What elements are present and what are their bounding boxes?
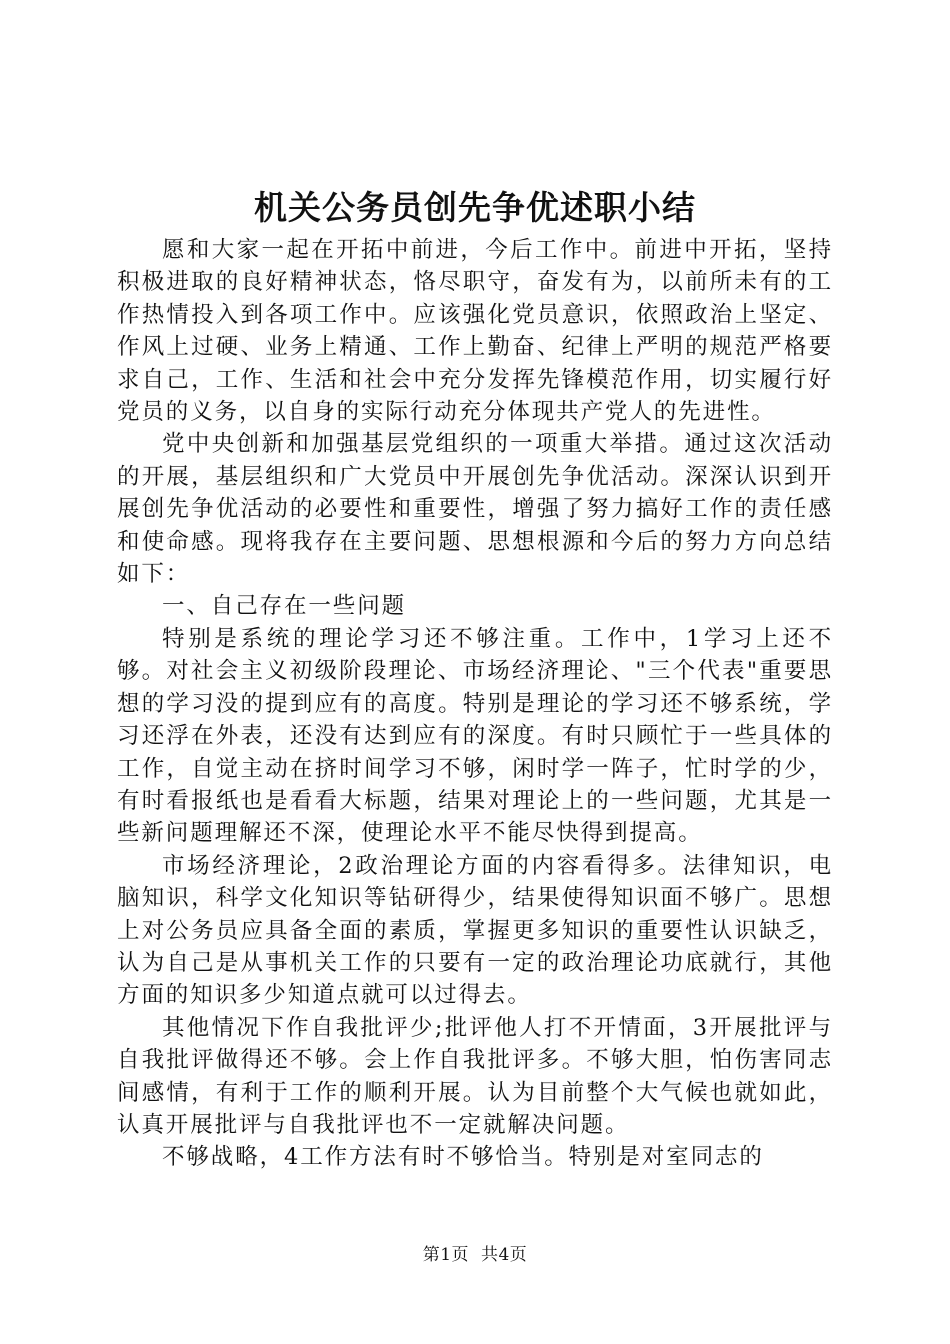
page-number: 第1页 xyxy=(422,1245,470,1265)
section-heading: 一、自己存在一些问题 xyxy=(162,593,407,620)
paragraph-2: 党中央创新和加强基层党组织的一项重大举措。通过这次活动的开展，基层组织和广大党员中开展创先争优活动。深深认识到开展创先争优活动的必要性和重要性，增强了努力搞好工作的责任感和使命感。现将我存在主要问题、思想根源和今后的努力方向总结如下： xyxy=(117,431,833,588)
paragraph-4: 市场经济理论，2政治理论方面的内容看得多。法律知识，电脑知识，科学文化知识等钻研得少，结果使得知识面不够广。思想上对公务员应具备全面的素质，掌握更多知识的重要性认识缺乏，认为自己是从事机关工作的只要有一定的政治理论功底就行，其他方面的知识多少知道点就可以过得去。 xyxy=(117,852,833,1009)
page-total: 共4页 xyxy=(480,1245,528,1265)
document-body xyxy=(117,234,833,1174)
paragraph-1: 愿和大家一起在开拓中前进，今后工作中。前进中开拓，坚持积极进取的良好精神状态，恪尽职守，奋发有为，以前所未有的工作热情投入到各项工作中。应该强化党员意识，依照政治上坚定、作风上过硬、业务上精通、工作上勤奋、纪律上严明的规范严格要求自己，工作、生活和社会中充分发挥先锋模范作用，切实履行好党员的义务，以自身的实际行动充分体现共产党人的先进性。 xyxy=(117,237,833,426)
page-footer xyxy=(0,1243,950,1267)
paragraph-3: 特别是系统的理论学习还不够注重。工作中，1学习上还不够。对社会主义初级阶段理论、市场经济理论、"三个代表"重要思想的学习没的提到应有的高度。特别是理论的学习还不够系统，学习还浮在外表，还没有达到应有的深度。有时只顾忙于一些具体的工作，自觉主动在挤时间学习不够，闲时学一阵子，忙时学的少，有时看报纸也是看看大标题，结果对理论上的一些问题，尤其是一些新问题理解还不深，使理论水平不能尽快得到提高。 xyxy=(117,625,833,847)
document-title: 机关公务员创先争优述职小结 xyxy=(254,188,696,227)
paragraph-5: 其他情况下作自我批评少;批评他人打不开情面，3开展批评与自我批评做得还不够。会上作自我批评多。不够大胆，怕伤害同志间感情，有利于工作的顺利开展。认为目前整个大气候也就如此，认真开展批评与自我批评也不一定就解决问题。 xyxy=(117,1014,833,1138)
paragraph-6: 不够战略，4工作方法有时不够恰当。特别是对室同志的 xyxy=(162,1144,764,1171)
